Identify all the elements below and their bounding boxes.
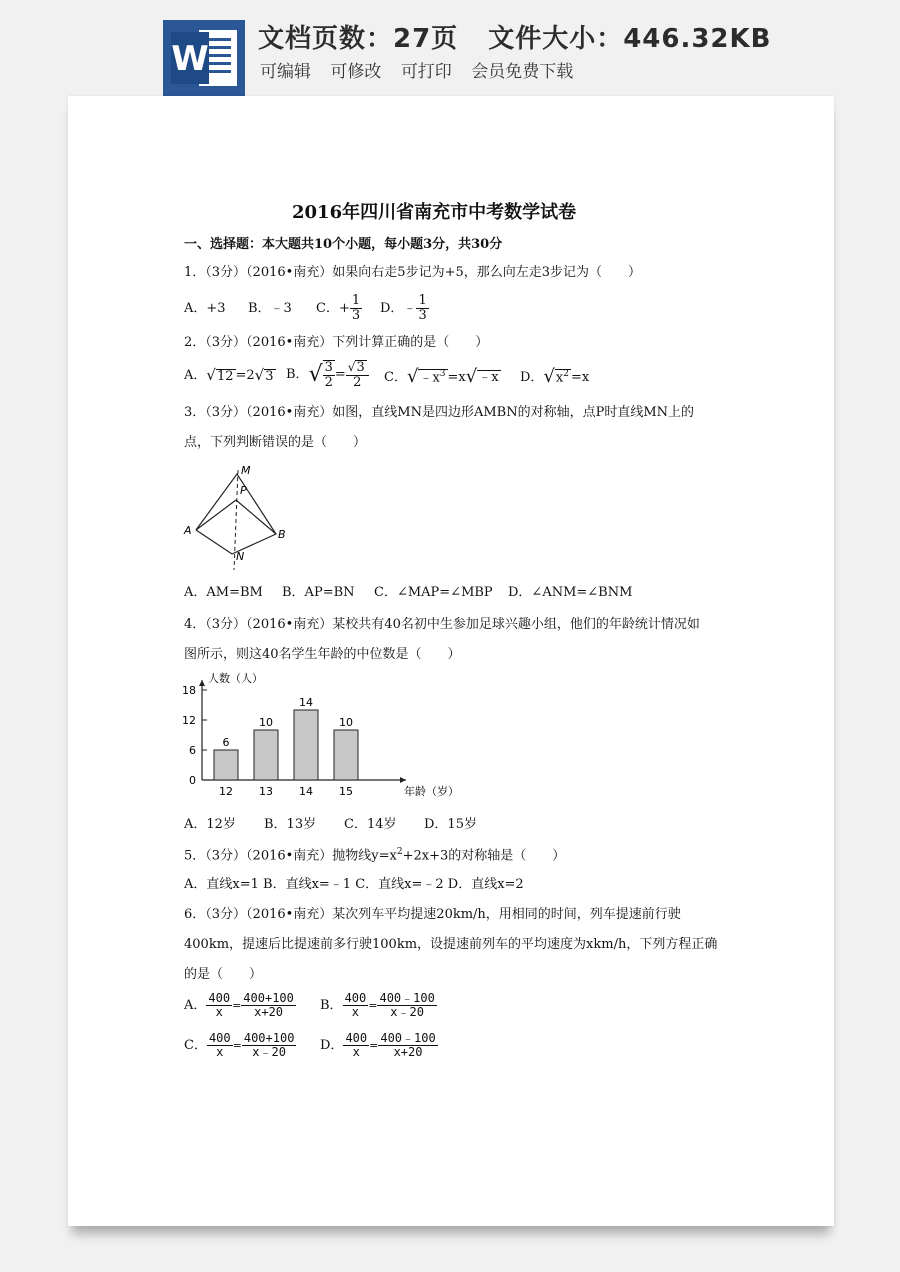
data-label: 14: [299, 696, 313, 709]
question-1-option-d: D．﹣ $\frac{1}{3}$: [380, 293, 427, 323]
x-axis-arrow: [400, 777, 406, 783]
bar: [334, 730, 358, 780]
fraction: $\frac{1}{3}$: [418, 293, 427, 323]
question-6-stem-line2: 400km，提速后比提速前多行驶100km，设提速前列车的平均速度为xkm/h，下列方程正确: [184, 937, 718, 952]
question-2-option-a: A． √ 12 =2 √ 3: [184, 366, 274, 384]
question-1-option-a: A．+3: [184, 301, 226, 316]
question-3-option-a: A．AM=BM: [184, 585, 263, 600]
label-b: B: [278, 528, 286, 541]
fraction: $\frac{1}{3}$: [351, 293, 361, 323]
y-axis-label: 人数（人）: [208, 672, 263, 685]
page-count: 文档页数：27页: [258, 24, 459, 54]
question-6-stem-line3: 的是（ ）: [184, 967, 263, 982]
question-4-option-b: B．13岁: [264, 817, 317, 832]
feature-printable: 可打印: [400, 62, 452, 82]
x-tick-label: 13: [259, 785, 273, 798]
question-1-option-c: C．+ $\frac{1}{3}$: [316, 293, 361, 323]
y-tick-label: 0: [189, 774, 196, 787]
question-3-stem-line2: 点，下列判断错误的是（ ）: [184, 435, 367, 450]
segment-pb: [236, 500, 276, 534]
question-6-stem-line1: 6．（3分）（2016•南充）某次列车平均提速20km/h，用相同的时间，列车提速前行驶: [184, 907, 681, 922]
question-2-stem: 2．（3分）（2016•南充）下列计算正确的是（ ）: [184, 335, 489, 350]
label-m: M: [241, 464, 251, 477]
word-document-icon: [163, 20, 245, 96]
banner: [0, 0, 900, 96]
label-n: N: [236, 550, 245, 563]
y-tick-label: 12: [182, 714, 196, 727]
data-label: 10: [259, 716, 273, 729]
segment-ap: [196, 500, 236, 530]
feature-list: [260, 57, 583, 82]
y-axis-arrow: [199, 680, 205, 686]
x-tick-label: 14: [299, 785, 313, 798]
bar: [214, 750, 238, 780]
question-3-option-d: D．∠ANM=∠BNM: [508, 585, 633, 600]
question-2-option-b: B． √ $\frac{3}{2}$ = $\frac{√3}{2}$: [286, 360, 369, 389]
question-6-option-b: B． $\frac{400}{x}$ = $\frac{400﹣100}{x﹣20}$: [320, 991, 435, 1019]
file-size: 文件大小：446.32KB: [488, 24, 772, 54]
question-2-option-c: C． √ $﹣x^3$ =x √ ﹣x: [384, 366, 499, 387]
question-6-option-a: A． $\frac{400}{x}$ = $\frac{400+100}{x+20}$: [184, 991, 294, 1019]
feature-editable: 可编辑: [260, 62, 311, 82]
question-6-option-d: D． $\frac{400}{x}$ = $\frac{400﹣100}{x+20}$: [320, 1031, 436, 1059]
quadrilateral-figure: [176, 462, 296, 574]
exam-title: 2016年四川省南充市中考数学试卷: [292, 202, 577, 223]
document-page: [68, 96, 834, 1226]
question-4-stem-line1: 4．（3分）（2016•南充）某校共有40名初中生参加足球兴趣小组，他们的年龄统计情况如: [184, 617, 700, 632]
y-tick-label: 6: [189, 744, 196, 757]
question-3-option-b: B．AP=BN: [282, 585, 355, 600]
label-p: P: [240, 484, 247, 497]
question-5-options: A．直线x=1 B．直线x=﹣1 C．直线x=﹣2 D．直线x=2: [184, 877, 524, 892]
age-bar-chart: [172, 668, 459, 808]
bar: [254, 730, 278, 780]
file-info-title: [258, 18, 771, 55]
y-tick-label: 18: [182, 684, 196, 697]
x-axis-label: 年龄（岁）: [404, 785, 459, 798]
question-6-option-c: C． $\frac{400}{x}$ = $\frac{400+100}{x﹣20}$: [184, 1031, 295, 1059]
question-5-stem: 5．（3分）（2016•南充）抛物线$y=x^2+2x+3$的对称轴是（ ）: [184, 847, 566, 864]
svg-text:W: W: [171, 39, 209, 79]
question-4-option-d: D．15岁: [424, 817, 477, 832]
bar: [294, 710, 318, 780]
feature-member-download: 会员免费下载: [471, 62, 574, 82]
question-4-option-c: C．14岁: [344, 817, 397, 832]
x-tick-label: 15: [339, 785, 353, 798]
x-tick-label: 12: [219, 785, 233, 798]
data-label: 6: [222, 736, 230, 749]
question-4-option-a: A．12岁: [184, 817, 236, 832]
question-3-stem-line1: 3．（3分）（2016•南充）如图，直线MN是四边形AMBN的对称轴，点P时直线MN上的: [184, 405, 695, 420]
question-1-stem: 1．（3分）（2016•南充）如果向右走5步记为+5，那么向左走3步记为（ ）: [184, 265, 641, 280]
section-heading: 一、选择题：本大题共10个小题，每小题3分，共30分: [184, 237, 503, 252]
data-label: 10: [339, 716, 353, 729]
question-1-option-b: B．﹣3: [248, 301, 292, 316]
question-2-option-d: D． √ $x^2$ =x: [520, 366, 590, 387]
feature-modifiable: 可修改: [330, 62, 382, 82]
question-4-stem-line2: 图所示，则这40名学生年龄的中位数是（ ）: [184, 647, 461, 662]
question-3-option-c: C．∠MAP=∠MBP: [374, 585, 493, 600]
label-a: A: [184, 524, 192, 537]
